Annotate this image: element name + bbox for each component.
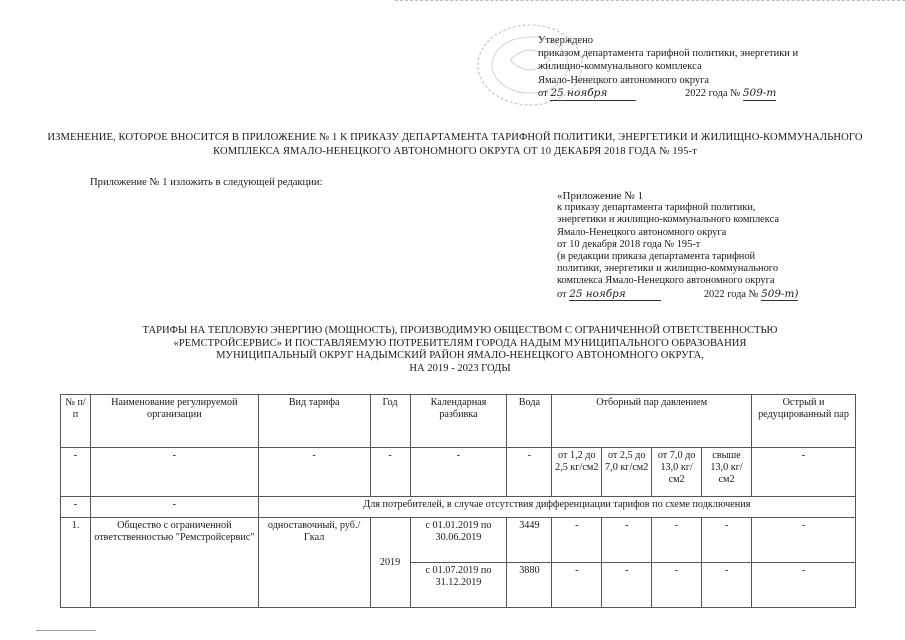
table-header-row [61,395,856,448]
subheader-pressure-2: от 2,5 до 7,0 кг/см2 [602,448,652,497]
row-year: 2019 [370,518,410,608]
row-dash: - [652,563,702,608]
note-dash: - [61,497,91,518]
tariff-title-line: «РЕМСТРОЙСЕРВИС» И ПОСТАВЛЯЕМУЮ ПОТРЕБИТЕЛЯМ ГОРОДА НАДЫМ МУНИЦИПАЛЬНОГО ОБРАЗОВАНИЯ [173,337,747,349]
row-dash: - [702,518,752,563]
appendix-line: «Приложение № 1 [557,190,644,202]
table-row [61,518,856,563]
row-water: 3880 [507,563,552,608]
table-note-row [61,497,856,518]
approval-order-number: 509-т [743,87,777,101]
row-dash: - [602,563,652,608]
header-kind: Вид тарифа [258,395,370,448]
appendix-date-line: от 25 ноября 2022 года № 509-т) [557,287,799,300]
subheader-dash: - [370,448,410,497]
row-water: 3449 [507,518,552,563]
subheader-dash: - [90,448,258,497]
note-text: Для потребителей, в случае отсутствия дифференциации тарифов по схеме подключения [258,497,855,518]
tariff-title [40,325,880,375]
appendix-block [557,190,857,301]
approval-line: жилищно-коммунального комплекса [538,61,702,73]
subheader-pressure-3: от 7,0 до 13,0 кг/см2 [652,448,702,497]
document-heading: ИЗМЕНЕНИЕ, КОТОРОЕ ВНОСИТСЯ В ПРИЛОЖЕНИЕ № 1 К ПРИКАЗУ ДЕПАРТАМЕНТА ТАРИФНОЙ ПОЛИТИКИ, ЭНЕРГЕТИКИ И ЖИЛИЩНО-КОММУНАЛЬНОГО КОМПЛЕКСА ЯМАЛО-НЕНЕЦКОГО АВТОНОМНОГО ОКРУГА ОТ 10 ДЕКАБРЯ 2018 ГОДА № 195-т [47,132,863,157]
table-subheader-row [61,448,856,497]
appendix-line: энергетики и жилищно-коммунального комплекса [557,214,779,226]
row-dash: - [752,563,856,608]
approval-date-line: от 25 ноября 2022 года № 509-т [538,87,898,101]
header-org: Наименование регулируемой организации [90,395,258,448]
appendix-order-number: 509-т) [761,287,799,300]
row-dash: - [552,563,602,608]
subheader-pressure-4: свыше 13,0 кг/см2 [702,448,752,497]
subheader-dash: - [410,448,507,497]
row-calendar: с 01.01.2019 по 30.06.2019 [410,518,507,563]
approval-date-day: 25 [550,86,564,99]
row-org: Общество с ограниченной ответственностью "Ремстройсервис" [90,518,258,608]
tariff-table [60,394,856,608]
footer-line [36,630,96,631]
subheader-dash: - [507,448,552,497]
subheader-pressure-1: от 1,2 до 2,5 кг/см2 [552,448,602,497]
approval-block [538,34,898,101]
header-year: Год [370,395,410,448]
approval-date-month: ноября [567,86,608,99]
approval-date-year: 2022 года № [684,87,741,99]
subheader-dash: - [258,448,370,497]
tariff-title-line: ТАРИФЫ НА ТЕПЛОВУЮ ЭНЕРГИЮ (МОЩНОСТЬ), ПРОИЗВОДИМУЮ ОБЩЕСТВОМ С ОГРАНИЧЕННОЙ ОТВЕТСТВЕННОСТЬЮ [142,325,778,336]
tariff-title-line: МУНИЦИПАЛЬНЫЙ ОКРУГ НАДЫМСКИЙ РАЙОН ЯМАЛО-НЕНЕЦКОГО АВТОНОМНОГО ОКРУГА, [216,350,704,362]
row-dash: - [652,518,702,563]
appendix-line: к приказу департамента тарифной политики, [557,202,756,214]
approval-line: приказом департамента тарифной политики, энергетики и [538,48,799,60]
header-calendar: Календарная разбивка [410,395,507,448]
row-dash: - [752,518,856,563]
row-kind: одноставочный, руб./Гкал [258,518,370,608]
approval-line: Утверждено [538,35,593,46]
header-steam: Отборный пар давлением [552,395,752,448]
subheader-dash: - [752,448,856,497]
appendix-date-day: 25 [569,287,583,300]
top-edge-line [395,0,905,4]
tariff-title-line: НА 2019 - 2023 ГОДЫ [409,362,511,374]
appendix-line: (в редакции приказа департамента тарифной [557,251,756,263]
appendix-date-month: ноября [585,287,626,300]
header-water: Вода [507,395,552,448]
subheader-dash: - [61,448,91,497]
appendix-line: политики, энергетики и жилищно-коммунального [557,263,779,275]
appendix-line: комплекса Ямало-Ненецкого автономного округа [557,275,775,287]
row-calendar: с 01.07.2019 по 31.12.2019 [410,563,507,608]
header-sharp: Острый и редуцированный пар [752,395,856,448]
appendix-line: Ямало-Ненецкого автономного округа [557,226,727,238]
row-dash: - [702,563,752,608]
approval-line: Ямало-Ненецкого автономного округа [538,74,710,86]
note-dash: - [90,497,258,518]
row-dash: - [552,518,602,563]
intro-text: Приложение № 1 изложить в следующей редакции: [90,177,323,188]
appendix-line: от 10 декабря 2018 года № 195-т [557,238,701,250]
row-num: 1. [61,518,91,608]
row-dash: - [602,518,652,563]
appendix-date-year: 2022 года № [703,288,759,300]
header-num: № п/п [61,395,91,448]
